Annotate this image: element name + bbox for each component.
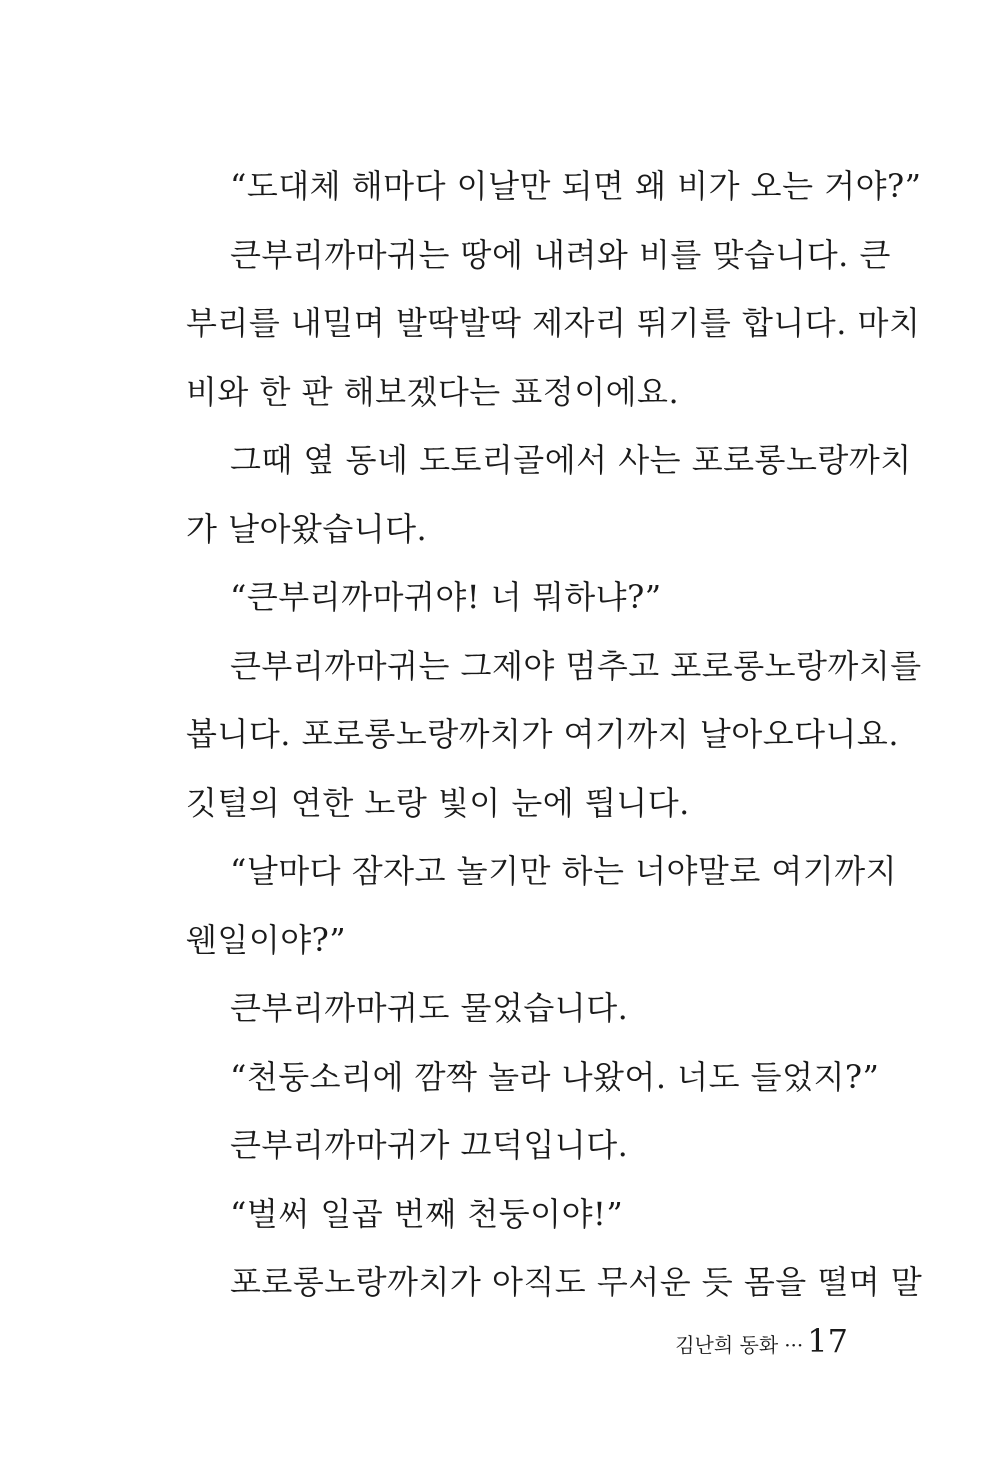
text-line: 큰부리까마귀가 끄덕입니다. xyxy=(230,1126,629,1164)
text-line: 큰부리까마귀는 땅에 내려와 비를 맞습니다. 큰 xyxy=(230,235,891,274)
footer-separator: ··· xyxy=(784,1333,804,1357)
text-line: “큰부리까마귀야! 너 뭐하냐?” xyxy=(230,578,662,616)
text-line: “도대체 해마다 이날만 되면 왜 비가 오는 거야?” xyxy=(230,167,922,205)
text-line: “날마다 잠자고 놀기만 하는 너야말로 여기까지 xyxy=(230,852,898,890)
text-line: 깃털의 연한 노랑 빛이 눈에 띕니다. xyxy=(186,783,690,822)
text-line: 포로롱노랑까치가 아직도 무서운 듯 몸을 떨며 말 xyxy=(230,1263,923,1301)
text-line: 그때 옆 동네 도토리골에서 사는 포로롱노랑까치 xyxy=(230,441,912,479)
text-line: 비와 한 판 해보겠다는 표정이에요. xyxy=(186,372,680,411)
text-line: 웬일이야?” xyxy=(186,920,347,959)
text-line: “천둥소리에 깜짝 놀라 나왔어. 너도 들었지?” xyxy=(230,1057,880,1096)
text-line: 가 날아왔습니다. xyxy=(186,509,428,548)
text-line: 봅니다. 포로롱노랑까치가 여기까지 날아오다니요. xyxy=(186,715,900,753)
page-number: 17 xyxy=(807,1322,848,1360)
body-text xyxy=(186,162,923,1327)
page-footer xyxy=(675,1322,848,1360)
text-line: 부리를 내밀며 발딱발딱 제자리 뛰기를 합니다. 마치 xyxy=(186,304,921,342)
text-line: “벌써 일곱 번째 천둥이야!” xyxy=(230,1194,624,1233)
text-line: 큰부리까마귀는 그제야 멈추고 포로롱노랑까치를 xyxy=(230,646,922,685)
running-footer-title: 김난희 동화 xyxy=(675,1333,779,1357)
text-line: 큰부리까마귀도 물었습니다. xyxy=(230,989,629,1027)
